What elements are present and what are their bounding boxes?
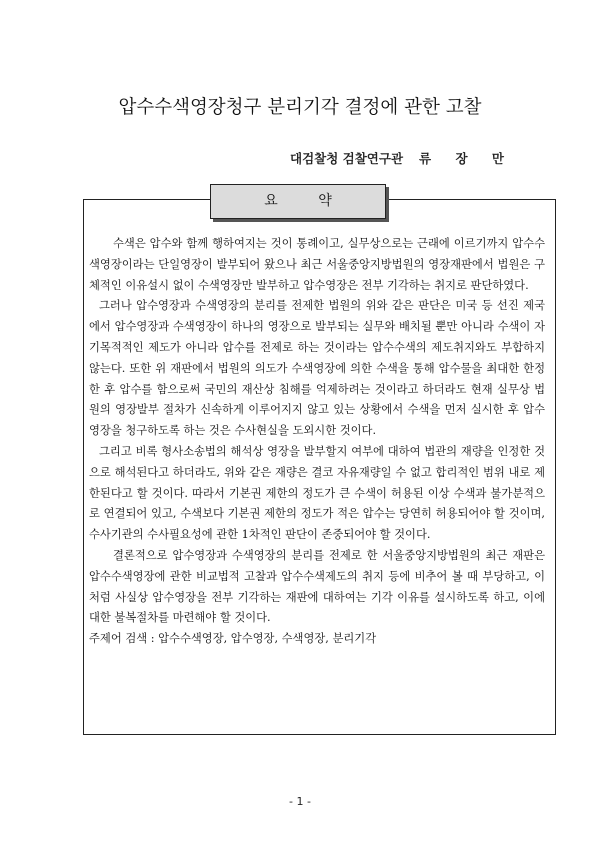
abstract-paragraph-1: 수색은 압수와 함께 행하여지는 것이 통례이고, 실무상으로는 근래에 이르기까지 압수수색영장이라는 단일영장이 발부되어 왔으나 최근 서울중앙지방법원의 영장재판에서 법원은 구체적인 이유설시 없이 수색영장만 발부하고 압수영장은 전부 기각하는 취지로 판단하였다. bbox=[89, 237, 545, 292]
abstract-heading: 요 약 bbox=[210, 184, 386, 219]
abstract-paragraph-2: 그러나 압수영장과 수색영장의 분리를 전제한 법원의 위와 같은 판단은 미국 등 선진 제국에서 압수영장과 수색영장이 하나의 영장으로 발부되는 실무와 배치될 뿐만 아니라 수색이 자기목적적인 제도가 아니라 압수를 전제로 하는 것이라는 압수수색의 제도취지와도 부합하지 않는다. 또한 위 재판에서 법원의 의도가 수색영장에 의한 수색을 통해 압수물을 최대한 한정한 후 압수를 함으로써 국민의 재산상 침해를 억제하려는 것이라고 하더라도 현재 실무상 법원의 영장발부 절차가 신속하게 이루어지지 않고 있는 상황에서 수색을 먼저 실시한 후 압수영장을 청구하도록 하는 것은 수사현실을 도외시한 것이다. bbox=[89, 299, 545, 438]
keywords: 주제어 검색 : 압수수색영장, 압수영장, 수색영장, 분리기각 bbox=[89, 632, 377, 646]
author-name: 류 장 만 bbox=[419, 151, 514, 166]
paper-title: 압수수색영장청구 분리기각 결정에 관한 고찰 bbox=[118, 97, 482, 118]
abstract-paragraph-4: 결론적으로 압수영장과 수색영장의 분리를 전제로 한 서울중앙지방법원의 최근 재판은 압수수색영장에 관한 비교법적 고찰과 압수수색제도의 취지 등에 비추어 볼 때 부당하고, 이처럼 사실상 압수영장을 전부 기각하는 재판에 대하여는 기각 이유를 설시하도록 하고, 이에 대한 불복절차를 마련해야 할 것이다. bbox=[89, 548, 545, 625]
abstract-paragraph-3: 그리고 비록 형사소송법의 해석상 영장을 발부할지 여부에 대하여 법관의 재량을 인정한 것으로 해석된다고 하더라도, 위와 같은 재량은 결코 자유재량일 수 없고 합리적인 범위 내로 제한된다고 할 것이다. 따라서 기본권 제한의 정도가 큰 수색이 허용된 이상 수색과 불가분적으로 연결되어 있고, 수색보다 기본권 제한의 정도가 적은 압수는 당연히 허용되어야 할 것이며, 수사기관의 수사필요성에 관한 1차적인 판단이 존중되어야 할 것이다. bbox=[89, 444, 545, 542]
abstract-body bbox=[89, 234, 545, 650]
page-number: - 1 - bbox=[289, 795, 311, 808]
author-line bbox=[290, 149, 514, 167]
author-affiliation: 대검찰청 검찰연구관 bbox=[290, 151, 404, 166]
